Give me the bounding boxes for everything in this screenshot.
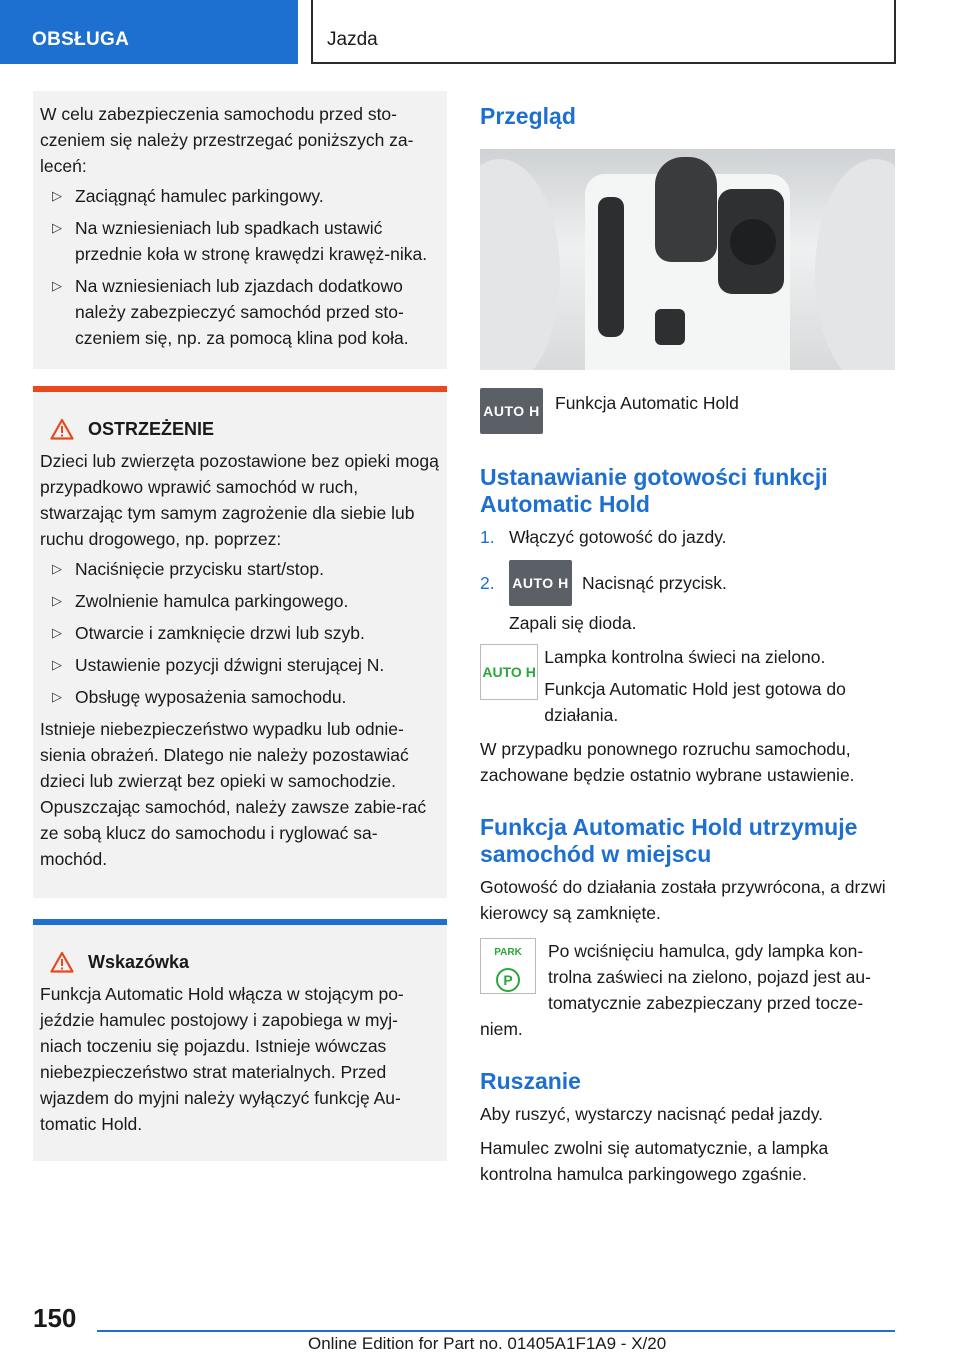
auto-hold-button-icon: AUTO H — [509, 560, 572, 606]
triangle-bullet-icon: ▷ — [52, 188, 62, 203]
triangle-bullet-icon: ▷ — [52, 593, 62, 608]
warning-box — [33, 386, 447, 898]
park-text: Po wciśnięciu hamulca, gdy lampka kon-trolna zaświeci na zielono, pojazd jest au-tomatycznie zabezpieczany przed tocze-niem. — [480, 941, 871, 1039]
park-p-symbol: P — [496, 968, 520, 992]
note-text: Funkcja Automatic Hold włącza w stojącym po-jeździe hamulec postojowy i zapobiega w myj-niach toczeniu się pojazdu. Istnieje wówczas niebezpieczeństwo strat materialnych. Przed wjazdem do myjni należy wyłączyć funkcję Au-tomatic Hold. — [40, 984, 404, 1134]
step-number: 2. — [480, 573, 495, 593]
triangle-bullet-icon: ▷ — [52, 689, 62, 704]
start-text-2: Hamulec zwolni się automatycznie, a lampka kontrolna hamulca parkingowego zgaśnie. — [480, 1138, 829, 1184]
warning-list — [40, 556, 439, 710]
auto-hold-button-icon: AUTO H — [480, 388, 543, 434]
section-label: OBSŁUGA — [32, 29, 130, 50]
step-text: Włączyć gotowość do jazdy. — [509, 527, 727, 547]
right-column — [480, 91, 895, 1187]
step-2 — [480, 560, 895, 606]
list-item: ▷ Ustawienie pozycji dźwigni sterującej N. — [40, 652, 439, 678]
list-item: ▷ Na wzniesieniach lub spadkach ustawić przednie koła w stronę krawędzi krawęż-nika. — [40, 215, 439, 267]
overview-heading: Przegląd — [480, 103, 576, 129]
section-tab — [0, 0, 298, 64]
footer-divider — [97, 1330, 895, 1332]
triangle-bullet-icon: ▷ — [52, 561, 62, 576]
warning-text-2: Istnieje niebezpieczeństwo wypadku lub odnie-sienia obrażeń. Dlatego nie należy pozostawiać dzieci lub zwierząt bez opieki w samochodzie. Opuszczając samochód, należy zawsze zabie-rać ze sobą klucz do samochodu i ryglować sa-mochód. — [40, 719, 427, 869]
hold-text: Gotowość do działania została przywrócona, a drzwi kierowcy są zamknięte. — [480, 877, 886, 923]
park-lamp-icon: PARK P — [480, 938, 536, 994]
list-item: ▷ Obsługę wyposażenia samochodu. — [40, 684, 439, 710]
list-item: ▷ Otwarcie i zamknięcie drzwi lub szyb. — [40, 620, 439, 646]
lamp-description: Lampka kontrolna świeci na zielono. Funkcja Automatic Hold jest gotowa do działania. — [544, 647, 846, 725]
step-text: Nacisnąć przycisk. — [582, 573, 727, 593]
park-paragraph — [480, 938, 895, 1042]
triangle-bullet-icon: ▷ — [52, 220, 62, 235]
footer-edition: Online Edition for Part no. 01405A1F1A9 - X/20 — [308, 1334, 667, 1353]
intro-text: W celu zabezpieczenia samochodu przed sto-czeniem się należy przestrzegać poniższych za-leceń: — [40, 104, 414, 176]
start-text-1: Aby ruszyć, wystarczy nacisnąć pedał jazdy. — [480, 1104, 824, 1124]
warning-triangle-icon — [50, 951, 74, 973]
overview-caption-row — [480, 388, 895, 434]
restart-text: W przypadku ponownego rozruchu samochodu, zachowane będzie ostatnio wybrane ustawienie. — [480, 739, 855, 785]
auto-hold-lamp-icon: AUTO H — [480, 644, 538, 700]
warning-triangle-icon — [50, 418, 74, 440]
overview-caption: Funkcja Automatic Hold — [555, 393, 739, 413]
triangle-bullet-icon: ▷ — [52, 657, 62, 672]
setup-heading: Ustanawianie gotowości funkcji Automatic Hold — [480, 464, 828, 517]
center-console-image — [480, 149, 895, 370]
list-item: ▷ Na wzniesieniach lub zjazdach dodatkowo należy zabezpieczyć samochód przed sto-czeniem się, np. za pomocą klina pod koła. — [40, 273, 439, 351]
page-number: 150 — [33, 1303, 77, 1333]
hold-heading: Funkcja Automatic Hold utrzymuje samochód w miejscu — [480, 814, 858, 867]
chapter-header — [311, 0, 896, 64]
warning-title: OSTRZEŻENIE — [88, 419, 215, 439]
list-item: ▷ Zaciągnąć hamulec parkingowy. — [40, 183, 439, 209]
warning-header — [50, 416, 439, 442]
triangle-bullet-icon: ▷ — [52, 625, 62, 640]
step-2-result: Zapali się dioda. — [509, 613, 637, 633]
chapter-title: Jazda — [327, 29, 378, 50]
list-item: ▷ Zwolnienie hamulca parkingowego. — [40, 588, 439, 614]
step-1 — [480, 524, 895, 550]
list-item: ▷ Naciśnięcie przycisku start/stop. — [40, 556, 439, 582]
lamp-row — [480, 644, 895, 728]
note-title: Wskazówka — [88, 952, 190, 972]
intro-box — [33, 91, 447, 369]
warning-text: Dzieci lub zwierzęta pozostawione bez opieki mogą przypadkowo wprawić samochód w ruch, stwarzając tym samym zagrożenie dla siebie lub ruchu drogowego, np. poprzez: — [40, 451, 439, 549]
note-box — [33, 919, 447, 1161]
note-header — [50, 949, 439, 975]
triangle-bullet-icon: ▷ — [52, 278, 62, 293]
start-heading: Ruszanie — [480, 1068, 581, 1094]
intro-list — [40, 183, 439, 351]
step-number: 1. — [480, 527, 495, 547]
left-column — [33, 91, 447, 1161]
